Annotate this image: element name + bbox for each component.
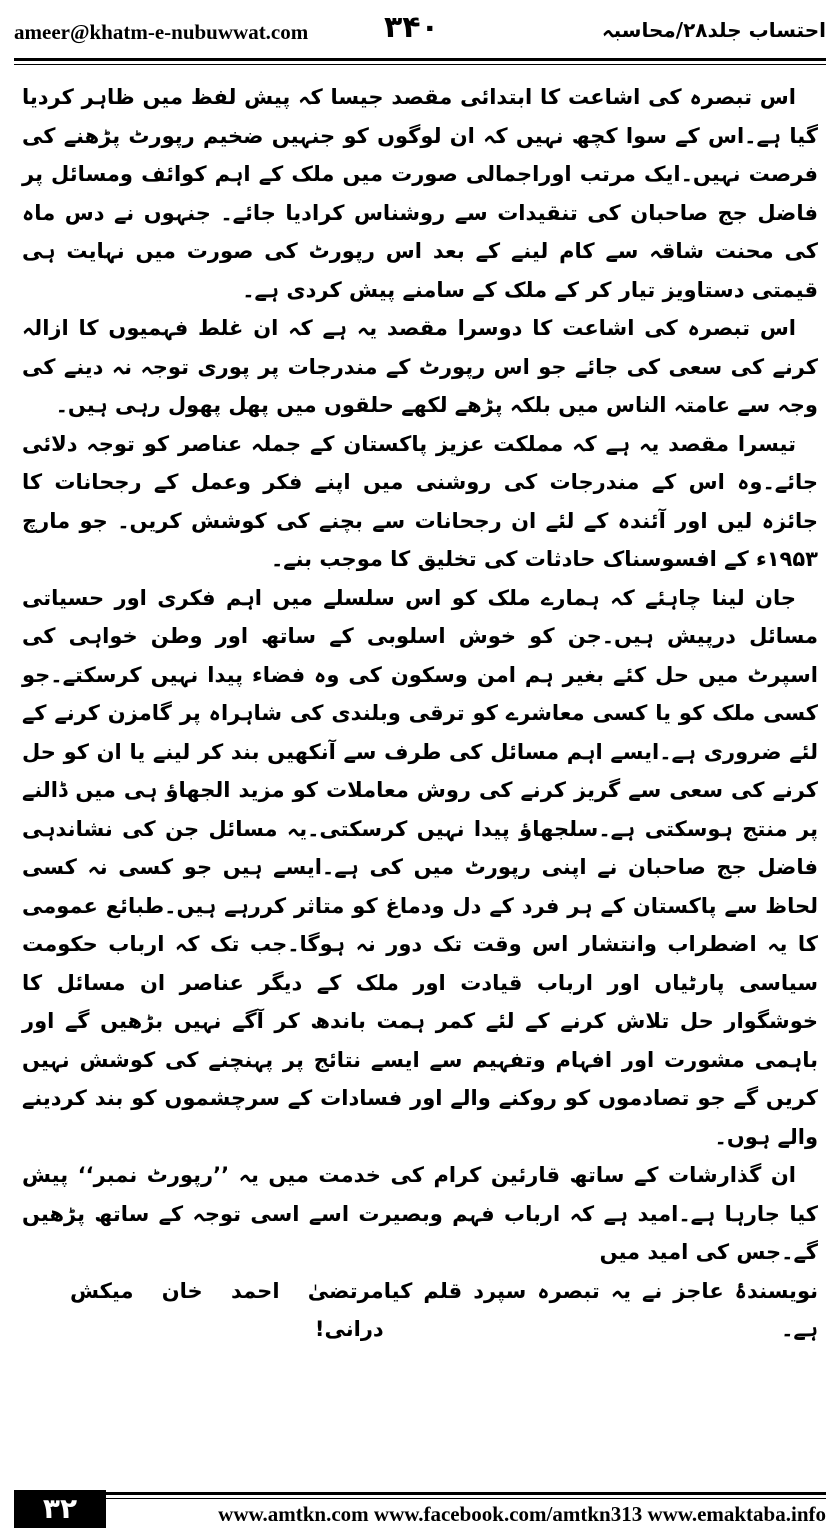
header-book-title: احتساب جلد۲۸/محاسبہ	[601, 18, 826, 42]
page-header	[14, 10, 826, 54]
paragraph-1: اس تبصرہ کی اشاعت کا ابتدائی مقصد جیسا کہ پیش لفظ میں ظاہر کردیا گیا ہے۔اس کے سوا کچھ نہیں کہ ان لوگوں کو جنہیں ضخیم رپورٹ پڑھنے کی فرصت نہیں۔ایک مرتب اوراجمالی صورت میں ملک کے اہم کوائف ومسائل پر فاضل جج صاحبان کی تنقیدات سے روشناس کرادیا جائے۔ جنہوں نے دس ماہ کی محنت شاقہ سے کام لینے کے بعد اس رپورٹ کی صورت میں نہایت ہی قیمتی دستاویز تیار کر کے ملک کے سامنے پیش کردی ہے۔	[22, 85, 818, 302]
footer-page-badge: ۳۲	[14, 1490, 106, 1528]
author-signature: مرتضیٰ احمد خان میکش درانی!	[70, 1278, 384, 1341]
closing-line: نویسندۂ عاجز نے یہ تبصرہ سپرد قلم کیا ہے۔	[383, 1278, 818, 1341]
paragraph-5: ان گذارشات کے ساتھ قارئین کرام کی خدمت میں یہ ’’رپورٹ نمبر‘‘ پیش کیا جارہا ہے۔امید ہے کہ ارباب فہم وبصیرت اسے اسی توجہ کے ساتھ پڑھیں گے۔جس کی امید میں	[22, 1163, 818, 1264]
paragraph-2: اس تبصرہ کی اشاعت کا دوسرا مقصد یہ ہے کہ ان غلط فہمیوں کا ازالہ کرنے کی سعی کی جائے جو اس رپورٹ کے مندرجات پر پوری توجہ نہ دینے کی وجہ سے عامتہ الناس میں بلکہ پڑھے لکھے حلقوں میں پھل پھول رہی ہیں۔	[22, 316, 818, 417]
paragraph-4: جان لینا چاہئے کہ ہمارے ملک کو اس سلسلے میں اہم فکری اور حسیاتی مسائل درپیش ہیں۔جن کو خوش اسلوبی کے ساتھ اور وطن خواہی کی اسپرٹ میں حل کئے بغیر ہم امن وسکون کی وہ فضاء پیدا نہیں کرسکتے۔جو کسی ملک کو یا کسی معاشرے کو ترقی وبلندی کی شاہراہ پر گامزن کرنے کے لئے ضروری ہے۔ایسے اہم مسائل کی طرف سے آنکھیں بند کر لینے یا ان کو حل کرنے کی سعی سے گریز کرنے کی روش معاملات کو مزید الجھاؤ ہی میں ڈالنے پر منتج ہوسکتی ہے۔سلجھاؤ پیدا نہیں کرسکتی۔یہ مسائل جن کی نشاندہی فاضل جج صاحبان نے اپنی رپورٹ میں کی ہے۔ایسے ہیں جو کسی نہ کسی لحاظ سے پاکستان کے ہر فرد کے دل ودماغ کو متاثر کررہے ہیں۔طبائع عمومی کا یہ اضطراب وانتشار اس وقت تک دور نہ ہوگا۔جب تک کہ ارباب حکومت سیاسی پارٹیاں اور ارباب قیادت اور ملک کے دیگر عناصر ان مسائل کا خوشگوار حل تلاش کرنے کے لئے کمر ہمت باندھ کر آگے نہیں بڑھیں گے اور باہمی مشورت اور افہام وتفہیم سے ایسے نتائج پر پہنچنے کی کوشش نہیں کریں گے جو تصادموں کو روکنے والے اور فسادات کے سرچشموں کو بند کردینے والے ہوں۔	[22, 585, 818, 1149]
header-email: ameer@khatm-e-nubuwwat.com	[14, 20, 309, 44]
footer-urls: www.amtkn.com www.facebook.com/amtkn313 www.emaktaba.info	[218, 1502, 826, 1526]
header-page-number: ۳۴۰	[384, 10, 439, 45]
article-body	[22, 78, 818, 1349]
signoff-line	[22, 1272, 818, 1349]
paragraph-3: تیسرا مقصد یہ ہے کہ مملکت عزیز پاکستان کے جملہ عناصر کو توجہ دلائی جائے۔وہ اس کے مندرجات کی روشنی میں اپنے فکر وعمل کے رجحانات کا جائزہ لیں اور آئندہ کے لئے ان رجحانات سے بچنے کی کوشش کریں۔ جو مارچ ۱۹۵۳ء کے افسوسناک حادثات کی تخلیق کا موجب بنے۔	[22, 431, 818, 571]
header-rule-thin	[14, 64, 826, 65]
footer-rule-thin	[106, 1498, 826, 1499]
header-rule-thick	[14, 58, 826, 61]
footer-rule-thick	[106, 1492, 826, 1495]
page-footer	[14, 1490, 826, 1530]
